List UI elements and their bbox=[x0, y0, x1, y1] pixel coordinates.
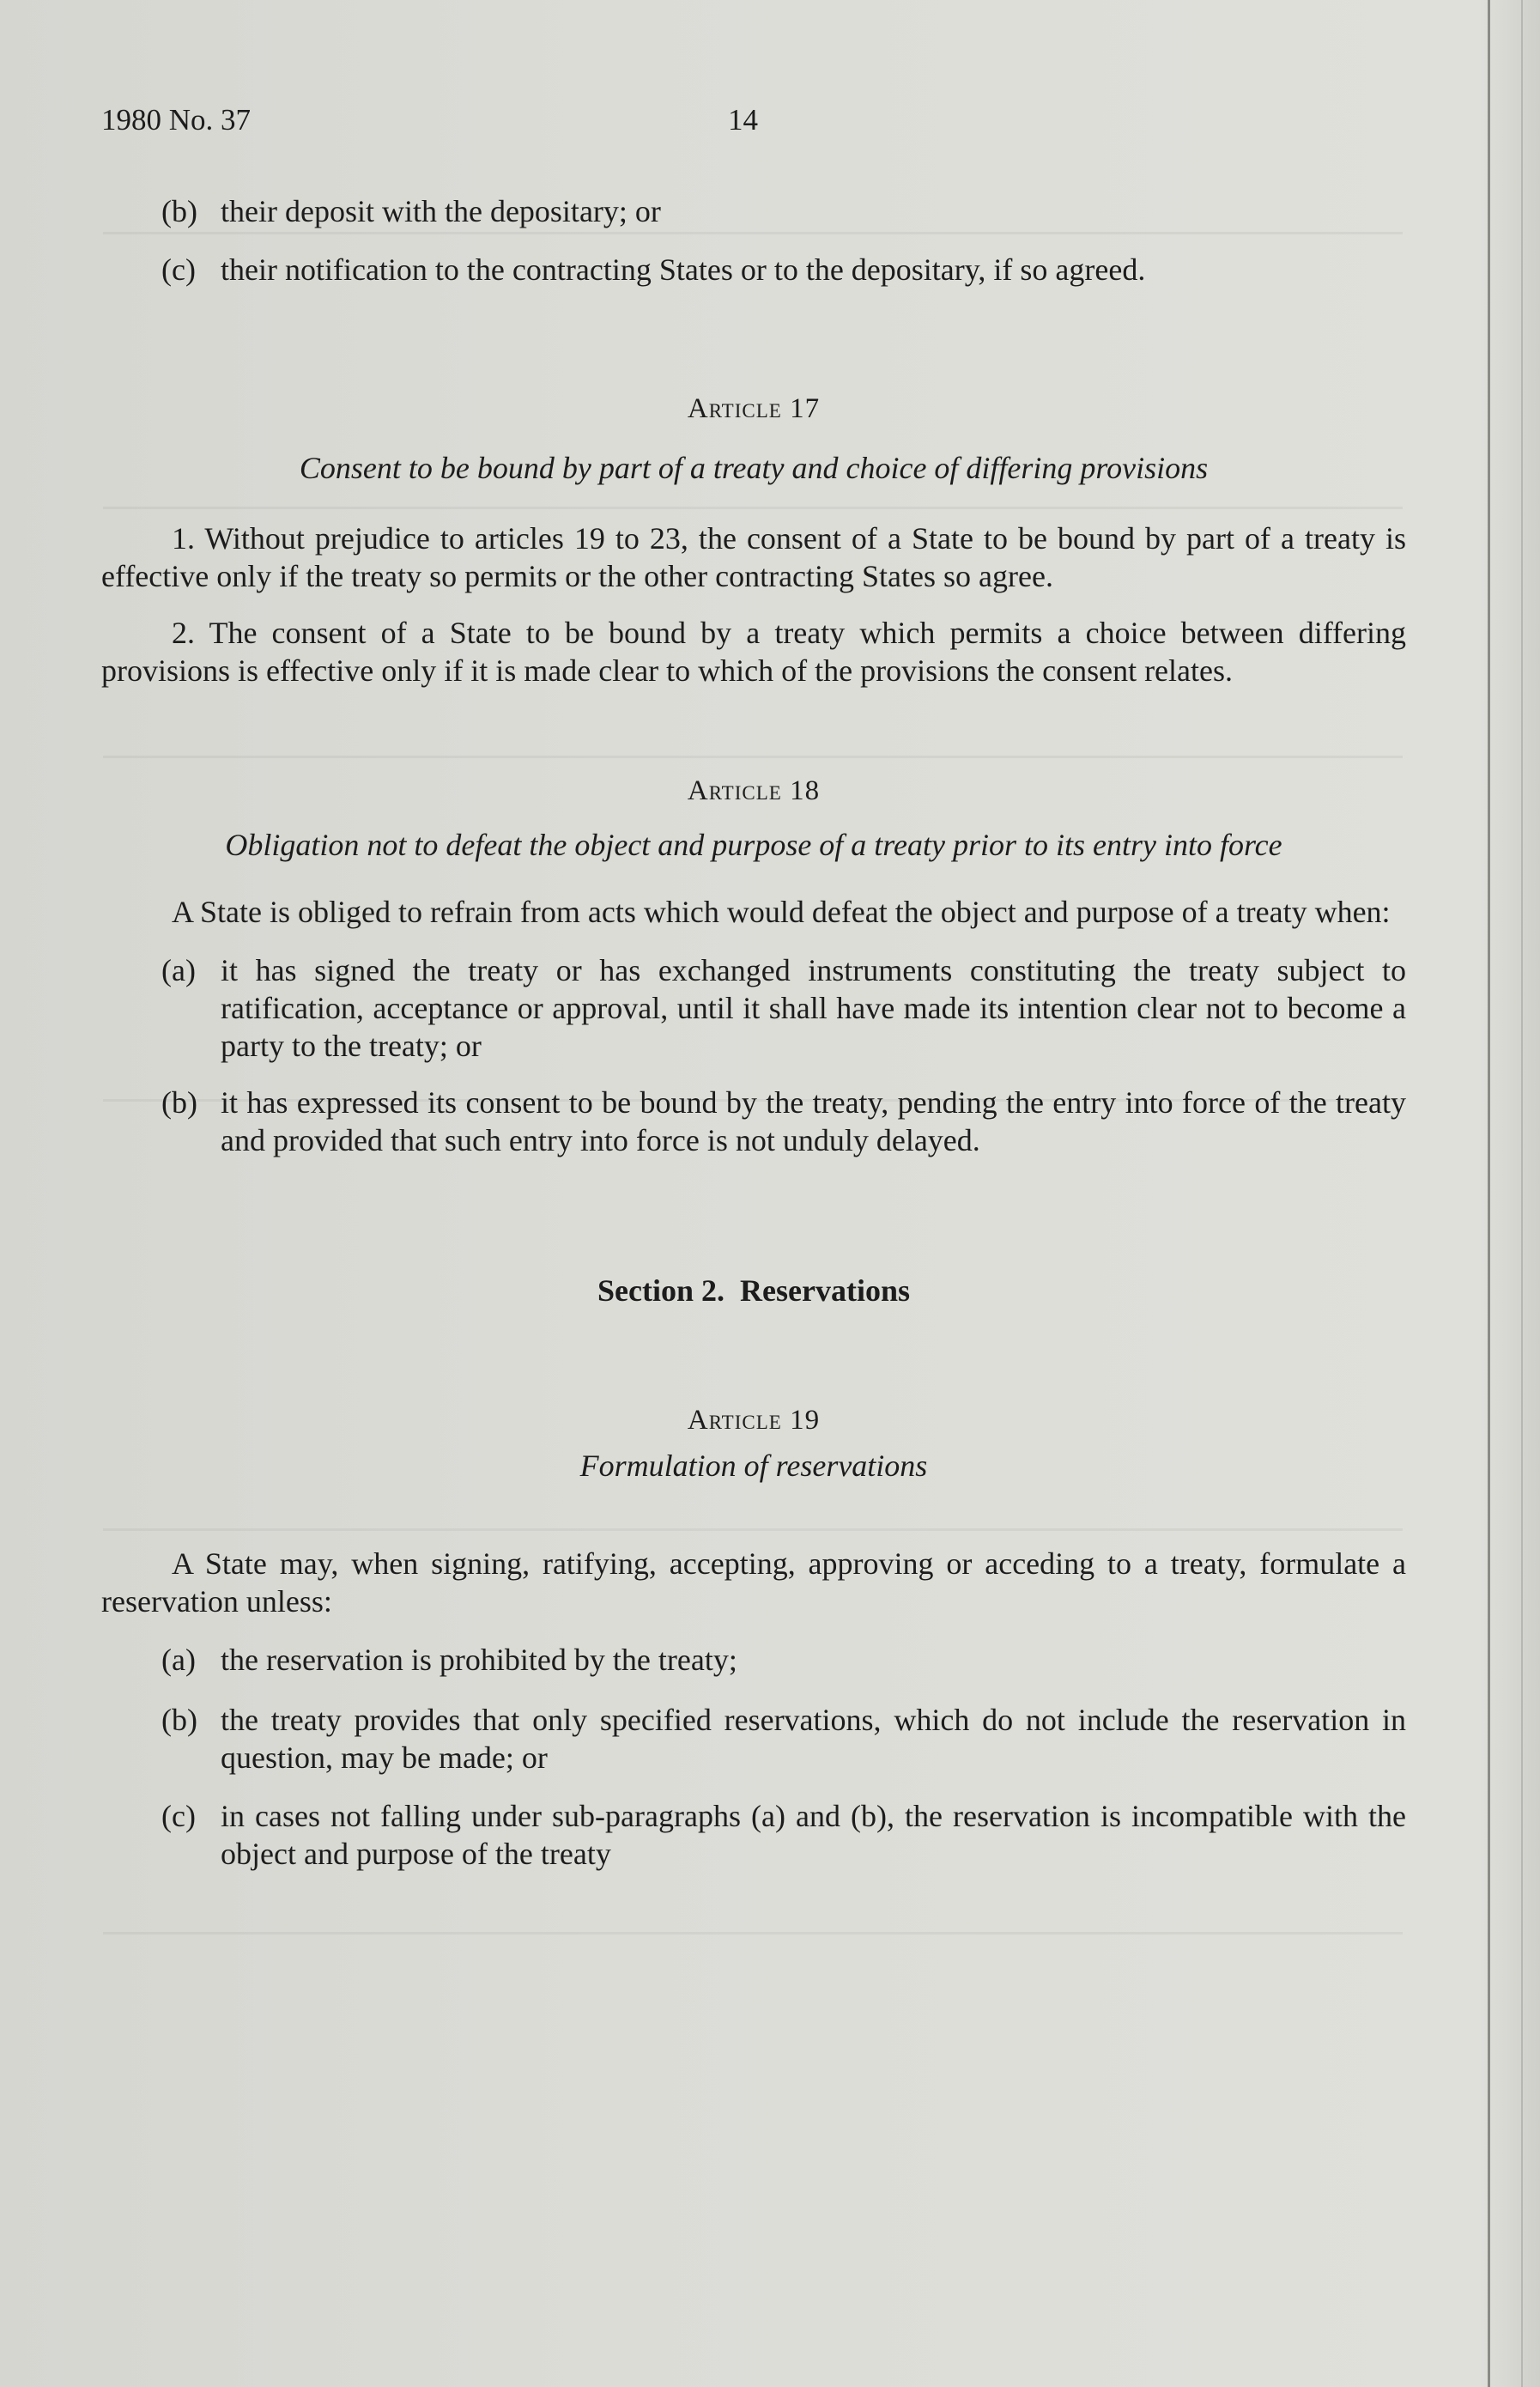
article-17-paragraph-2: 2. The consent of a State to be bound by a treaty which permits a choice between differing provisions is effective only if it is made clear to which of the provisions the consent relates. bbox=[101, 616, 1406, 688]
page-edge bbox=[1521, 0, 1523, 2387]
page-spine-edge bbox=[1488, 0, 1490, 2387]
article-17-title: Consent to be bound by part of a treaty and choice of differing provisions bbox=[299, 451, 1209, 485]
item-label: (a) bbox=[161, 1643, 196, 1677]
list-item bbox=[101, 1701, 1406, 1777]
list-item bbox=[101, 192, 1406, 230]
item-label: (b) bbox=[161, 1085, 197, 1120]
item-label: (b) bbox=[161, 194, 197, 228]
item-text: the reservation is prohibited by the treaty; bbox=[221, 1643, 737, 1677]
item-text: it has expressed its consent to be bound by the treaty, pending the entry into force of the treaty and provided that such entry into force is not unduly delayed. bbox=[221, 1085, 1406, 1157]
article-19-intro: A State may, when signing, ratifying, accepting, approving or acceding to a treaty, formulate a reservation unless: bbox=[101, 1546, 1406, 1619]
list-item bbox=[101, 951, 1406, 1065]
item-text: their deposit with the depositary; or bbox=[221, 194, 661, 228]
item-text: their notification to the contracting States or to the depositary, if so agreed. bbox=[221, 252, 1146, 287]
running-head bbox=[101, 103, 1406, 155]
section-heading: Section 2. Reservations bbox=[597, 1273, 910, 1308]
item-text: it has signed the treaty or has exchanged instruments constituting the treaty subject to ratification, acceptance or approval, until it shall have made its intention clear not to become a party to the treaty; or bbox=[221, 953, 1406, 1063]
list-item bbox=[101, 1797, 1406, 1873]
list-item bbox=[101, 1084, 1406, 1159]
page-content bbox=[101, 103, 1406, 1873]
item-text: the treaty provides that only specified reservations, which do not include the reservation in question, may be made; or bbox=[221, 1703, 1406, 1775]
article-18-intro: A State is obliged to refrain from acts which would defeat the object and purpose of a treaty when: bbox=[172, 895, 1391, 929]
article-18-heading: Article 18 bbox=[687, 775, 821, 806]
article-17-heading: Article 17 bbox=[687, 393, 821, 424]
page-number: 14 bbox=[728, 103, 758, 137]
article-19-heading: Article 19 bbox=[687, 1405, 821, 1436]
bleed-through-mark bbox=[103, 1932, 1403, 1935]
list-item bbox=[101, 1641, 1406, 1679]
list-item bbox=[101, 251, 1406, 289]
article-19-title: Formulation of reservations bbox=[579, 1449, 928, 1483]
item-label: (c) bbox=[161, 1799, 196, 1833]
item-label: (b) bbox=[161, 1703, 197, 1737]
item-label: (a) bbox=[161, 953, 196, 987]
item-text: in cases not falling under sub-paragraphs (a) and (b), the reservation is incompatible with the object and purpose of the treaty bbox=[221, 1799, 1406, 1871]
statute-number: 1980 No. 37 bbox=[101, 103, 252, 137]
article-17-paragraph-1: 1. Without prejudice to articles 19 to 23, the consent of a State to be bound by part of a treaty is effective only if the treaty so permits or the other contracting States so agree. bbox=[101, 521, 1406, 593]
article-18-title: Obligation not to defeat the object and purpose of a treaty prior to its entry into force bbox=[225, 828, 1282, 862]
item-label: (c) bbox=[161, 252, 196, 287]
